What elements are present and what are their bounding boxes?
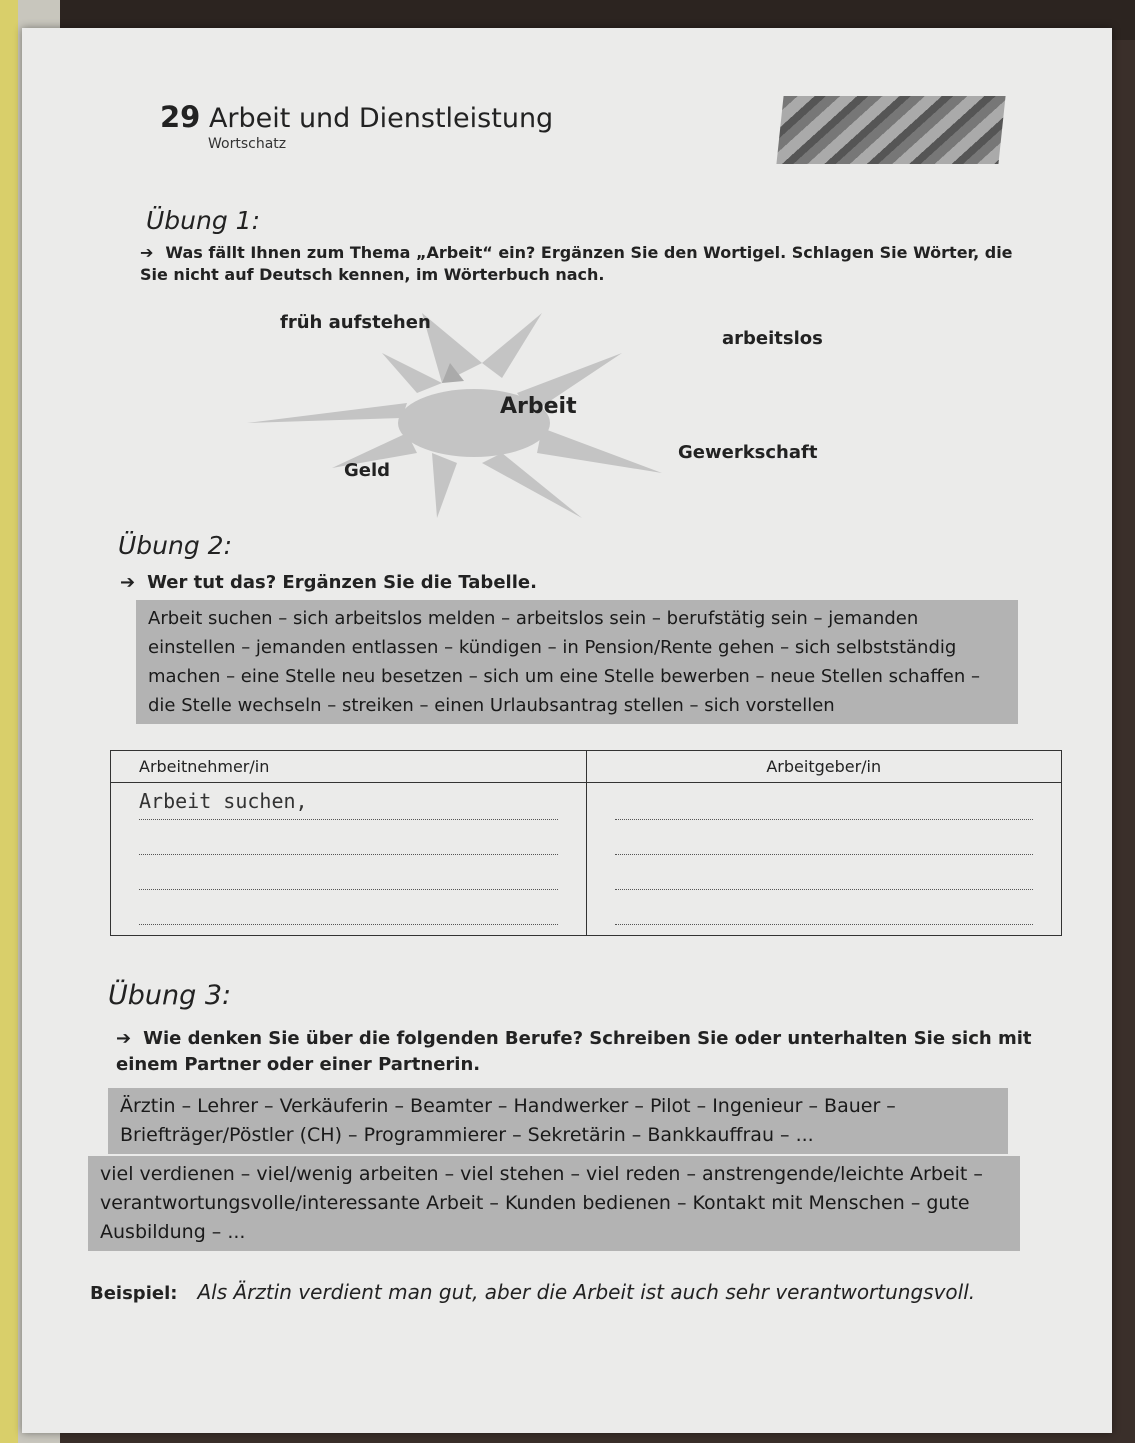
table-header-arbeitgeber: Arbeitgeber/in (586, 751, 1062, 783)
answer-line[interactable] (615, 894, 1034, 925)
answer-line[interactable] (139, 789, 558, 820)
answer-line[interactable] (139, 824, 558, 855)
worksheet-page (22, 28, 1112, 1433)
uebung1-heading: Übung 1: (146, 206, 261, 235)
uebung2-table (110, 750, 1062, 936)
uebung2-wordbox: Arbeit suchen – sich arbeitslos melden – arbeitslos sein – berufstätig sein – jemanden einstellen – jemanden entlassen – kündigen – in Pension/Rente gehen – sich selbstständig machen – eine Stelle neu besetzen – sich um eine Stelle bewerben – neue Stellen schaffen – die Stelle wechseln – streiken – einen Urlaubsantrag stellen – sich vorstellen (136, 600, 1018, 724)
answer-line[interactable] (615, 859, 1034, 890)
table-column-arbeitnehmer[interactable] (111, 783, 587, 936)
uebung2-instruction (120, 572, 537, 593)
star-ray (482, 313, 542, 378)
uebung2-heading: Übung 2: (118, 531, 233, 560)
table-header-arbeitnehmer: Arbeitnehmer/in (111, 751, 587, 783)
uebung3-example (90, 1280, 1100, 1304)
uebung3-instruction (116, 1026, 1076, 1078)
star-word-frueh-aufstehen: früh aufstehen (280, 312, 431, 333)
example-label: Beispiel: (90, 1283, 178, 1304)
star-ray (537, 428, 662, 473)
star-ray (247, 403, 407, 423)
star-ray (382, 353, 442, 393)
chapter-number: 29 (160, 100, 201, 134)
arrow-icon: ➔ (120, 572, 136, 593)
page-title (160, 100, 553, 134)
uebung1-instruction-text: Was fällt Ihnen zum Thema „Arbeit“ ein? Ergänzen Sie den Wortigel. Schlagen Sie Wörter, die Sie nicht auf Deutsch kennen, im Wörterbuch nach. (140, 243, 1013, 284)
star-ray (432, 453, 457, 518)
arrow-icon: ➔ (140, 243, 154, 262)
star-word-arbeitslos: arbeitslos (722, 328, 823, 349)
handwritten-answer: Arbeit suchen, (139, 789, 308, 813)
uebung1-instruction (140, 242, 1020, 286)
arrow-icon: ➔ (116, 1028, 132, 1049)
chapter-title: Arbeit und Dienstleistung (208, 103, 554, 134)
star-ray (482, 453, 582, 518)
uebung2-instruction-text: Wer tut das? Ergänzen Sie die Tabelle. (147, 572, 537, 593)
answer-line[interactable] (139, 859, 558, 890)
answer-line[interactable] (139, 894, 558, 925)
example-text: Als Ärztin verdient man gut, aber die Arbeit ist auch sehr verantwortungsvoll. (197, 1280, 976, 1304)
table-column-arbeitgeber[interactable] (586, 783, 1062, 936)
uebung3-aspekte-box: viel verdienen – viel/wenig arbeiten – viel stehen – viel reden – anstrengende/leichte Arbeit – verantwortungsvolle/interessante Arbeit – Kunden bedienen – Kontakt mit Menschen – gute Ausbildung – ... (88, 1156, 1020, 1251)
uebung3-heading: Übung 3: (108, 980, 232, 1011)
answer-line[interactable] (615, 824, 1034, 855)
star-word-geld: Geld (344, 460, 391, 481)
star-center-word: Arbeit (500, 394, 577, 419)
star-word-gewerkschaft: Gewerkschaft (678, 442, 818, 463)
header-image (776, 96, 1005, 164)
uebung3-berufe-box: Ärztin – Lehrer – Verkäuferin – Beamter – Handwerker – Pilot – Ingenieur – Bauer – Briefträger/Pöstler (CH) – Programmierer – Sekretärin – Bankkauffrau – ... (108, 1088, 1008, 1154)
page-subtitle: Wortschatz (208, 136, 287, 152)
word-star-diagram (242, 303, 702, 558)
answer-line[interactable] (615, 789, 1034, 820)
uebung3-instruction-text: Wie denken Sie über die folgenden Berufe? Schreiben Sie oder unterhalten Sie sich mit einem Partner oder einer Partnerin. (116, 1028, 1032, 1075)
